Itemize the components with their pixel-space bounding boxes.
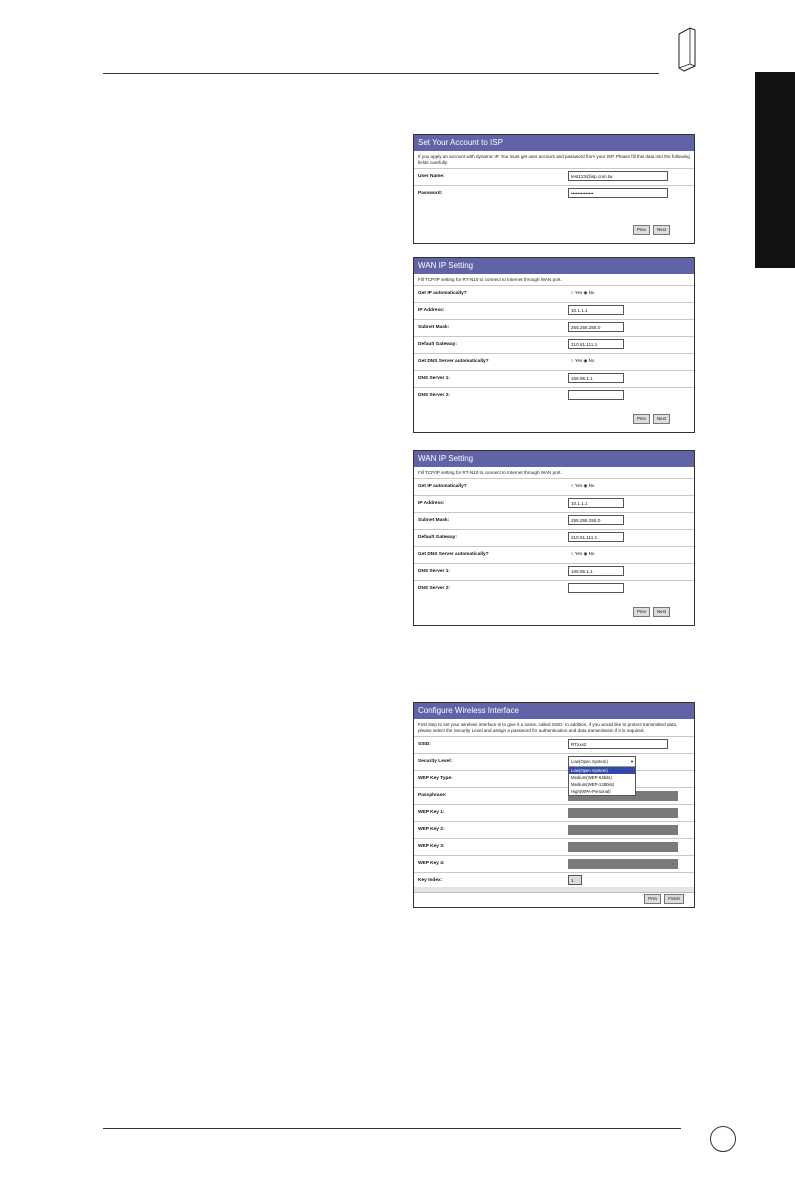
yes-label: Yes [574, 483, 583, 488]
button-group [633, 607, 670, 617]
gateway-input[interactable]: 210.61.111.1 [568, 532, 624, 542]
security-level-selected[interactable] [569, 757, 635, 767]
wep-key4-row [414, 855, 694, 872]
panel-description: Fill TCP/IP setting for RT-N10 to connect to Internet through WAN port. [418, 470, 562, 475]
get-dns-row [414, 353, 694, 370]
wep-key2-input[interactable] [568, 825, 678, 835]
prev-button[interactable]: Prev [633, 414, 650, 424]
dns1-input[interactable]: 168.95.1.1 [568, 373, 624, 383]
dns2-row [414, 580, 694, 597]
passphrase-row [414, 787, 694, 804]
gateway-label: Default Gateway: [418, 535, 457, 540]
finish-button[interactable]: Finish [664, 894, 684, 904]
ip-row [414, 302, 694, 319]
panel-description: If you apply an account with dynamic IP. You must get user account and password from your ISP. Please fill this data into the following fields carefully. [418, 154, 690, 165]
get-dns-row [414, 546, 694, 563]
prev-button[interactable]: Prev [633, 225, 650, 235]
chevron-down-icon: ▾ [630, 759, 633, 764]
get-ip-label: Get IP automatically? [418, 291, 467, 296]
wep-key1-input[interactable] [568, 808, 678, 818]
get-ip-radio-group[interactable]: ○ Yes ◉ No [571, 290, 595, 295]
password-row [414, 185, 694, 202]
wep-key2-row [414, 821, 694, 838]
mask-label: Subnet Mask: [418, 518, 450, 523]
ip-input[interactable]: 10.1.1.1 [568, 305, 624, 315]
user-name-label: User Name: [418, 174, 445, 179]
ip-label: IP Address: [418, 308, 445, 313]
get-ip-radio-group[interactable]: ○ Yes ◉ No [571, 483, 595, 488]
no-label: No [588, 551, 595, 556]
user-name-row [414, 168, 694, 185]
gateway-row [414, 529, 694, 546]
prev-button[interactable]: Prev [633, 607, 650, 617]
wan-ip-panel-2 [413, 450, 695, 626]
mask-row [414, 512, 694, 529]
button-group [633, 225, 670, 235]
security-level-dropdown[interactable] [568, 756, 636, 796]
selected-value: Low(Open System) [571, 759, 608, 764]
ssid-label: SSID: [418, 742, 431, 747]
password-label: Password: [418, 191, 443, 196]
header-rule [103, 73, 659, 74]
wep-key2-label: WEP Key 2: [418, 827, 445, 832]
password-input[interactable]: •••••••••••••• [568, 188, 668, 198]
gateway-input[interactable]: 210.61.111.1 [568, 339, 624, 349]
security-option[interactable]: Medium(WEP-128bits) [571, 782, 615, 787]
wep-key3-row [414, 838, 694, 855]
no-label: No [588, 290, 595, 295]
wep-key1-row [414, 804, 694, 821]
panel-footer [414, 892, 694, 907]
footer-rule [103, 1128, 681, 1129]
panel-title: Set Your Account to ISP [414, 135, 694, 151]
next-button[interactable]: Next [653, 225, 670, 235]
language-side-tab [755, 72, 795, 268]
wep-key-type-row [414, 770, 694, 787]
get-dns-label: Get DNS Server automatically? [418, 552, 489, 557]
dns2-row [414, 387, 694, 404]
get-dns-radio-group[interactable]: ○ Yes ◉ No [571, 358, 595, 363]
yes-label: Yes [574, 358, 583, 363]
panel-description: Fill TCP/IP setting for RT-N10 to connect to Internet through WAN port. [418, 277, 562, 282]
no-label: No [588, 483, 595, 488]
dns1-label: DNS Server 1: [418, 376, 450, 381]
dns1-label: DNS Server 1: [418, 569, 450, 574]
button-group [644, 894, 684, 904]
security-option[interactable]: High(WPA-Personal) [571, 789, 611, 794]
security-level-label: Security Level: [418, 759, 453, 764]
get-ip-row [414, 285, 694, 302]
dns2-input[interactable] [568, 583, 624, 593]
mask-row [414, 319, 694, 336]
dns2-label: DNS Server 2: [418, 586, 450, 591]
isp-account-panel [413, 134, 695, 244]
ip-label: IP Address: [418, 501, 445, 506]
wep-key3-label: WEP Key 3: [418, 844, 445, 849]
yes-label: Yes [574, 290, 583, 295]
wep-key1-label: WEP Key 1: [418, 810, 445, 815]
router-device-icon [676, 26, 698, 76]
user-name-input[interactable]: test123@isp.com.tw [568, 171, 668, 181]
dns1-input[interactable]: 168.95.1.1 [568, 566, 624, 576]
panel-title: WAN IP Setting [414, 258, 694, 274]
key-index-select[interactable]: 1 [568, 875, 582, 885]
dns1-row [414, 563, 694, 580]
key-index-label: Key Index: [418, 878, 443, 883]
page-number-circle [710, 1126, 736, 1152]
wep-key3-input[interactable] [568, 842, 678, 852]
security-option[interactable]: Medium(WEP-64bits) [571, 775, 612, 780]
dns2-input[interactable] [568, 390, 624, 400]
passphrase-label: Passphrase: [418, 793, 447, 798]
mask-input[interactable]: 255.255.255.0 [568, 515, 624, 525]
dns2-label: DNS Server 2: [418, 393, 450, 398]
gateway-label: Default Gateway: [418, 342, 457, 347]
panel-title: WAN IP Setting [414, 451, 694, 467]
get-dns-radio-group[interactable]: ○ Yes ◉ No [571, 551, 595, 556]
ssid-input[interactable]: RTxxx2 [568, 739, 668, 749]
get-ip-label: Get IP automatically? [418, 484, 467, 489]
wep-key4-input[interactable] [568, 859, 678, 869]
dns1-row [414, 370, 694, 387]
no-label: No [588, 358, 595, 363]
button-group [633, 414, 670, 424]
security-option[interactable]: Low(Open System) [569, 767, 635, 774]
mask-input[interactable]: 255.255.255.0 [568, 322, 624, 332]
next-button[interactable]: Next [653, 414, 670, 424]
wan-ip-panel-1 [413, 257, 695, 433]
ip-row [414, 495, 694, 512]
gateway-row [414, 336, 694, 353]
prev-button[interactable]: Prev [644, 894, 661, 904]
ip-input[interactable]: 10.1.1.1 [568, 498, 624, 508]
wep-key-type-label: WEP Key Type: [418, 776, 453, 781]
panel-description: First step to set your wireless interface is to give it a name, called SSID. In addition, if you would like to protect transmitted data, please select the Security Level and assign a password for authentication and data transmission if it is required. [418, 722, 678, 733]
get-dns-label: Get DNS Server automatically? [418, 359, 489, 364]
mask-label: Subnet Mask: [418, 325, 450, 330]
wep-key4-label: WEP Key 4: [418, 861, 445, 866]
next-button[interactable]: Next [653, 607, 670, 617]
panel-title: Configure Wireless Interface [414, 703, 694, 719]
ssid-row [414, 736, 694, 753]
wireless-interface-panel [413, 702, 695, 908]
get-ip-row [414, 478, 694, 495]
yes-label: Yes [574, 551, 583, 556]
